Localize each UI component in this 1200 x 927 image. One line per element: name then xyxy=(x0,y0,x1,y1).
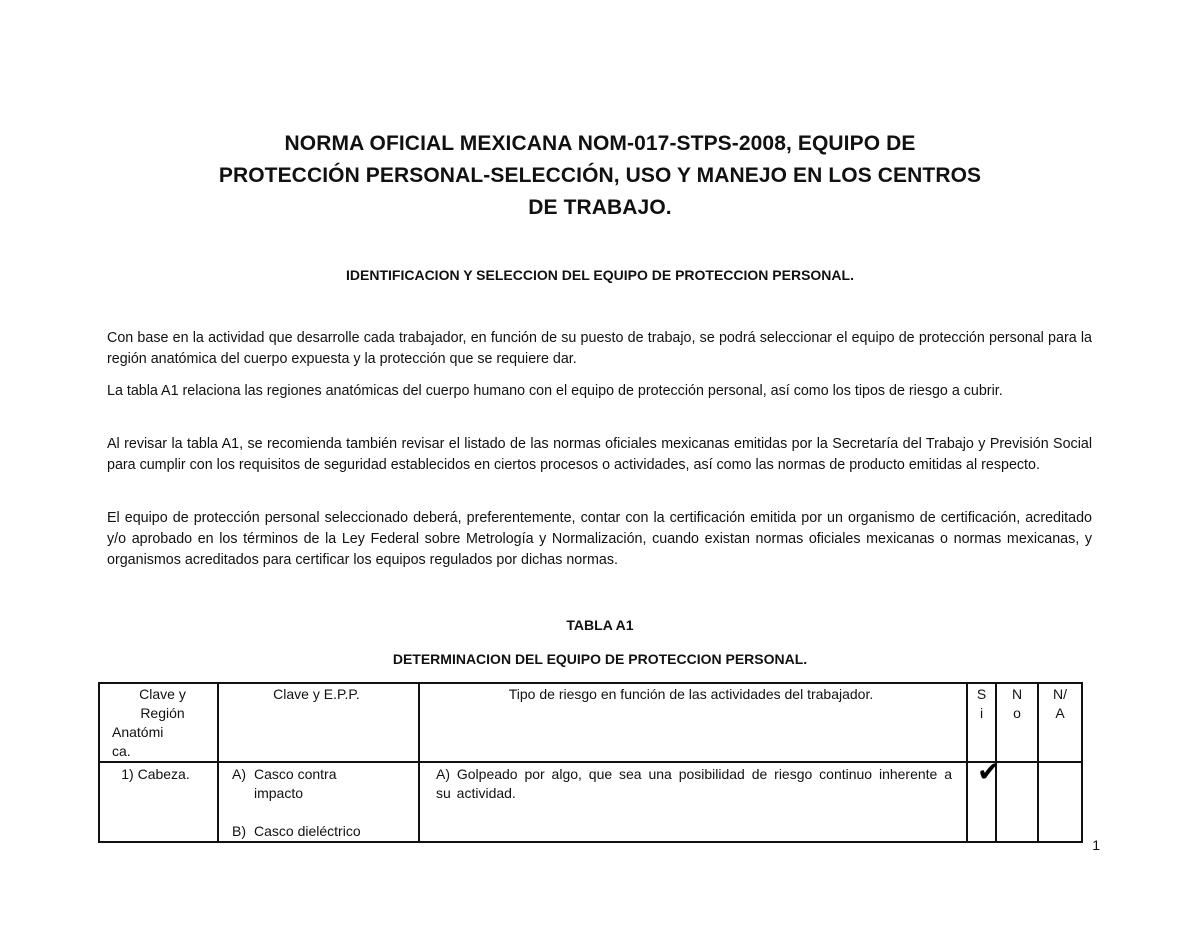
title-line-1: NORMA OFICIAL MEXICANA NOM-017-STPS-2008, EQUIPO DE xyxy=(284,132,916,155)
cell-riesgo: A) Golpeado por algo, que sea una posibilidad de riesgo continuo inherente a su actividad. xyxy=(419,762,967,842)
table-subtitle: DETERMINACION DEL EQUIPO DE PROTECCION PERSONAL. xyxy=(392,651,808,667)
page-number: 1 xyxy=(1092,837,1100,853)
header-no-line: o xyxy=(1013,705,1021,721)
section-subtitle: IDENTIFICACION Y SELECCION DEL EQUIPO DE PROTECCION PERSONAL. xyxy=(346,267,854,283)
cell-si[interactable] xyxy=(967,755,1001,842)
header-no-line: N xyxy=(1011,686,1023,702)
header-epp: Clave y E.P.P. xyxy=(218,683,419,762)
header-no xyxy=(996,683,1038,762)
epp-item-text-line: impacto xyxy=(254,785,304,801)
header-si-line: i xyxy=(979,705,984,721)
epp-item-text-line: Casco contra xyxy=(254,766,337,782)
epp-item xyxy=(232,765,410,803)
paragraph-4: El equipo de protección personal seleccionado deberá, preferentemente, contar con la certificación emitida por un organismo de certificación, acreditado y/o aprobado en los términos de la Ley Federal sobre Metrología y Normalización, cuando existan normas oficiales mexicanas o normas mexicanas, y organismos acreditados para certificar los equipos regulados por dichas normas. xyxy=(107,510,1092,568)
epp-item xyxy=(232,822,410,841)
epp-table xyxy=(98,682,1083,843)
header-region-line: Región xyxy=(140,705,185,721)
epp-item-letter: B) xyxy=(232,823,246,839)
cell-na[interactable] xyxy=(1038,762,1082,842)
cell-no[interactable] xyxy=(996,762,1038,842)
header-na-line: N/ xyxy=(1053,686,1067,702)
table-header-row xyxy=(99,683,1082,762)
cell-region: 1) Cabeza. xyxy=(99,762,218,842)
header-si-line: S xyxy=(976,686,987,702)
checkmark-icon: ✔ xyxy=(977,755,1001,788)
epp-item-text: Casco dieléctrico xyxy=(254,823,361,839)
header-riesgo: Tipo de riesgo en función de las actividades del trabajador. xyxy=(419,683,967,762)
table-row xyxy=(99,762,1082,842)
header-na-line: A xyxy=(1055,705,1065,721)
header-na xyxy=(1038,683,1082,762)
paragraph-3: Al revisar la tabla A1, se recomienda también revisar el listado de las normas oficiales mexicanas emitidas por la Secretaría del Trabajo y Previsión Social para cumplir con los requisitos de seguridad establecidos en ciertos procesos o actividades, así como las normas de producto emitidas al respecto. xyxy=(107,436,1092,473)
cell-epp xyxy=(218,762,419,842)
epp-item-text xyxy=(254,765,336,803)
paragraph-2: La tabla A1 relaciona las regiones anatómicas del cuerpo humano con el equipo de protección personal, así como los tipos de riesgo a cubrir. xyxy=(107,383,1003,399)
title-line-2: PROTECCIÓN PERSONAL-SELECCIÓN, USO Y MANEJO EN LOS CENTROS xyxy=(218,164,982,187)
epp-item-letter: A) xyxy=(232,766,246,782)
paragraph-1: Con base en la actividad que desarrolle cada trabajador, en función de su puesto de trabajo, se podrá seleccionar el equipo de protección personal para la región anatómica del cuerpo expuesta y la protección que se requiere dar. xyxy=(107,330,1092,367)
document-title xyxy=(140,128,1060,224)
header-region-line: Clave y xyxy=(139,686,186,702)
header-region-line: ca. xyxy=(112,743,131,759)
title-line-3: DE TRABAJO. xyxy=(528,196,672,219)
table-title: TABLA A1 xyxy=(566,617,634,633)
epp-spacer xyxy=(232,803,410,822)
header-si xyxy=(967,683,996,762)
header-region xyxy=(99,683,218,762)
header-region-line: Anatómi xyxy=(112,724,164,740)
